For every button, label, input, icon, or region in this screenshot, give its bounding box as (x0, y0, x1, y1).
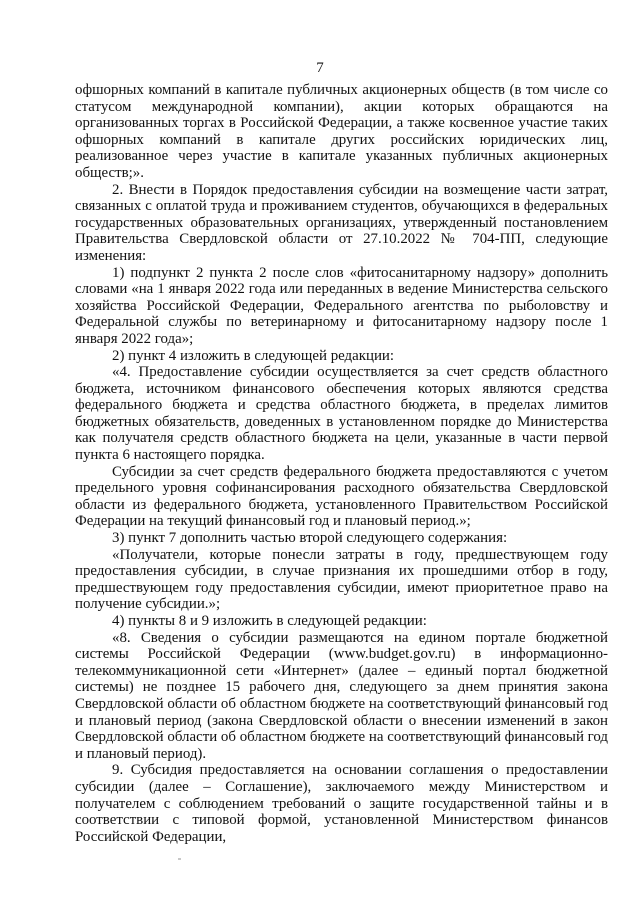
paragraph-item-2: 2. Внести в Порядок предоставления субсидии на возмещение части затрат, связанных с оплатой труда и проживанием студентов, обучающихся в федеральных государственных образовательных организациях, утвержденный постановлением Правительства Свердловской области от 27.10.2022 № 704-ПП, следующие изменения: (75, 181, 608, 264)
paragraph-clause-4: «4. Предоставление субсидии осуществляется за счет средств областного бюджета, источником финансового обеспечения которых являются средства федерального бюджета и средства областного бюджета, в пределах лимитов бюджетных обязательств, доведенных в установленном порядке до Министерства как получателя средств областного бюджета на цели, указанные в части первой пункта 6 настоящего порядка. (75, 364, 608, 464)
paragraph-subitem-1: 1) подпункт 2 пункта 2 после слов «фитосанитарному надзору» дополнить словами «на 1 января 2022 года или переданных в ведение Министерства сельского хозяйства Российской Федерации, Федерального агентства по рыболовству и Федеральной службы по ветеринарному и фитосанитарному надзору после 1 января 2022 года»; (75, 264, 608, 347)
paragraph-subitem-2: 2) пункт 4 изложить в следующей редакции: (112, 347, 395, 364)
scan-artifact-dot (178, 858, 181, 860)
page-number: 7 (316, 60, 324, 76)
paragraph-priority-right: «Получатели, которые понесли затраты в году, предшествующем году предоставления субсидии, в случае признания их прошедшими отбор в году, предшествующем году предоставления субсидии, имеют приоритетное право на получение субсидии.»; (75, 546, 608, 613)
paragraph-clause-9: 9. Субсидия предоставляется на основании соглашения о предоставлении субсидии (далее – Соглашение), заключаемого между Министерством и получателем с соблюдением требований о защите государственной тайны и в соответствии с типовой формой, установленной Министерством финансов Российской Федерации, (75, 762, 608, 845)
paragraph-clause-8: «8. Сведения о субсидии размещаются на едином портале бюджетной системы Российской Федерации (www.budget.gov.ru) в информационно-телекоммуникационной сети «Интернет» (далее – единый портал бюджетной системы) не позднее 15 рабочего дня, следующего за днем принятия закона Свердловской области об областном бюджете на соответствующий финансовый год и плановый период (закона Свердловской области о внесении изменений в закон Свердловской области об областном бюджете на соответствующий финансовый год и плановый период). (75, 629, 608, 762)
document-body (75, 82, 608, 845)
paragraph-subitem-3: 3) пункт 7 дополнить частью второй следующего содержания: (112, 530, 508, 547)
paragraph-subitem-4: 4) пункты 8 и 9 изложить в следующей редакции: (112, 613, 427, 629)
paragraph-offshore-continuation: офшорных компаний в капитале публичных акционерных обществ (в том числе со статусом международной компании), акции которых обращаются на организованных торгах в Российской Федерации, а также косвенное участие таких офшорных компаний в капитале других российских юридических лиц, реализованное через участие в капитале указанных публичных акционерных обществ;». (75, 82, 608, 181)
paragraph-federal-subsidies: Субсидии за счет средств федерального бюджета предоставляются с учетом предельного уровня софинансирования расходного обязательства Свердловской области из федерального бюджета, установленного Правительством Российской Федерации на текущий финансовый год и плановый период.»; (75, 463, 608, 530)
